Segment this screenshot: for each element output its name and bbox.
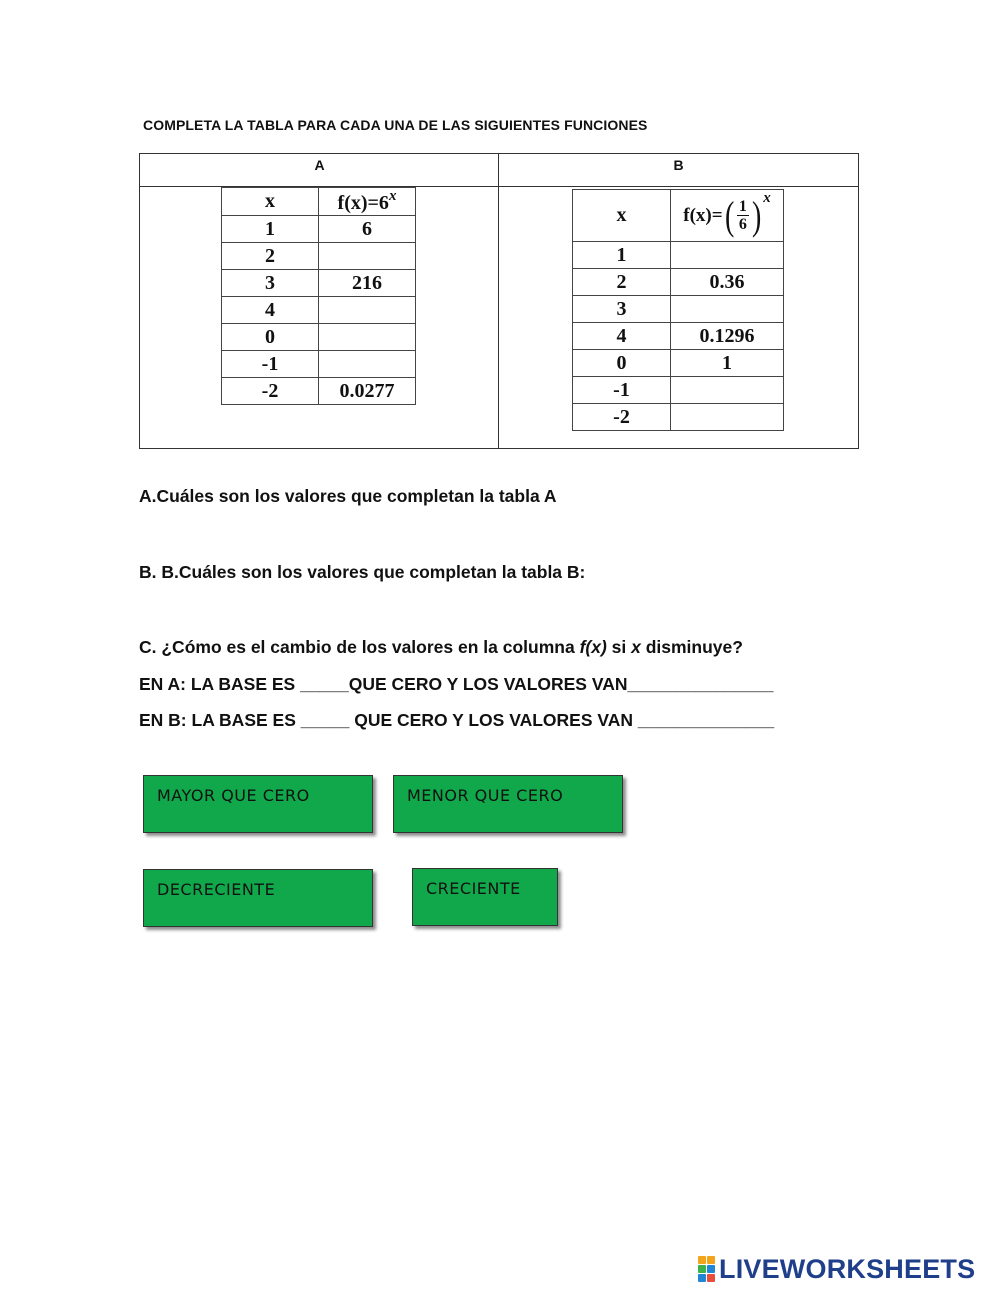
logo-text: LIVEWORKSHEETS	[719, 1253, 976, 1284]
x-cell: 4	[573, 323, 671, 350]
function-table-a	[221, 187, 416, 405]
fx-answer-cell[interactable]	[671, 242, 784, 269]
table-row	[573, 269, 784, 296]
fx-fraction-formula	[683, 189, 771, 238]
fx-answer-cell[interactable]	[319, 243, 416, 270]
table-header-row	[573, 190, 784, 242]
fx-cell[interactable]: 0.0277	[319, 378, 416, 405]
table-row	[222, 243, 416, 270]
table-row	[573, 350, 784, 377]
fx-answer-cell[interactable]	[319, 351, 416, 378]
fx-exponent: x	[763, 189, 771, 206]
page-title: COMPLETA LA TABLA PARA CADA UNA DE LAS SIGUIENTES FUNCIONES	[143, 117, 648, 133]
table-row	[222, 324, 416, 351]
fraction-numerator: 1	[738, 198, 747, 215]
x-header: x	[222, 188, 319, 216]
question-c-end: disminuye?	[640, 637, 743, 657]
fx-cell[interactable]: 0.1296	[671, 323, 784, 350]
table-row	[573, 296, 784, 323]
answer-line-a[interactable]: EN A: LA BASE ES _____QUE CERO Y LOS VALORES VAN_______________	[139, 674, 774, 694]
table-row	[573, 377, 784, 404]
fx-cell[interactable]: 1	[671, 350, 784, 377]
fx-header	[319, 188, 416, 216]
fx-answer-cell[interactable]	[319, 297, 416, 324]
table-row	[573, 323, 784, 350]
column-divider	[498, 154, 499, 448]
x-cell: 3	[222, 270, 319, 297]
fx-cell[interactable]: 6	[319, 216, 416, 243]
table-row	[573, 404, 784, 431]
column-header-a: A	[314, 157, 325, 173]
question-a: A.Cuáles son los valores que completan la tabla A	[139, 486, 557, 506]
question-b: B. B.Cuáles son los valores que completan la tabla B:	[139, 562, 586, 582]
table-row	[222, 216, 416, 243]
x-cell: 2	[573, 269, 671, 296]
fx-cell[interactable]: 216	[319, 270, 416, 297]
fx-answer-cell[interactable]	[671, 377, 784, 404]
x-cell: 3	[573, 296, 671, 323]
option-creciente[interactable]: CRECIENTE	[412, 868, 558, 926]
table-row	[222, 297, 416, 324]
table-row	[573, 242, 784, 269]
fx-prefix: f(x)=	[683, 204, 723, 226]
question-c-si: si	[606, 637, 632, 657]
question-c-x: x	[631, 637, 641, 657]
logo-mark-icon	[698, 1256, 715, 1282]
right-paren: )	[751, 192, 762, 238]
table-row	[222, 351, 416, 378]
fx-exponent: x	[388, 188, 397, 204]
function-table-b	[572, 189, 784, 431]
x-cell: -2	[222, 378, 319, 405]
table-header-row	[222, 188, 416, 216]
option-menor-que-cero[interactable]: MENOR QUE CERO	[393, 775, 623, 833]
fx-answer-cell[interactable]	[319, 324, 416, 351]
x-cell: 4	[222, 297, 319, 324]
fx-base: f(x)=6	[337, 192, 389, 214]
x-cell: 0	[573, 350, 671, 377]
column-header-b: B	[673, 157, 684, 173]
liveworksheets-logo	[698, 1252, 975, 1286]
x-cell: 0	[222, 324, 319, 351]
x-cell: 1	[222, 216, 319, 243]
fraction-denominator: 6	[738, 216, 747, 233]
option-mayor-que-cero[interactable]: MAYOR QUE CERO	[143, 775, 373, 833]
question-c	[139, 637, 743, 658]
question-c-fx: f(x)	[579, 637, 607, 657]
fraction	[737, 198, 749, 233]
option-decreciente[interactable]: DECRECIENTE	[143, 869, 373, 927]
x-cell: -1	[573, 377, 671, 404]
x-header: x	[573, 190, 671, 242]
x-cell: 2	[222, 243, 319, 270]
x-cell: -1	[222, 351, 319, 378]
x-cell: -2	[573, 404, 671, 431]
table-row	[222, 378, 416, 405]
fx-answer-cell[interactable]	[671, 404, 784, 431]
fx-header	[671, 190, 784, 242]
question-c-text: C. ¿Cómo es el cambio de los valores en la columna	[139, 637, 580, 657]
left-paren: (	[724, 192, 734, 238]
x-cell: 1	[573, 242, 671, 269]
table-row	[222, 270, 416, 297]
answer-line-b[interactable]: EN B: LA BASE ES _____ QUE CERO Y LOS VALORES VAN ______________	[139, 710, 775, 730]
fx-answer-cell[interactable]	[671, 296, 784, 323]
fx-cell[interactable]: 0.36	[671, 269, 784, 296]
